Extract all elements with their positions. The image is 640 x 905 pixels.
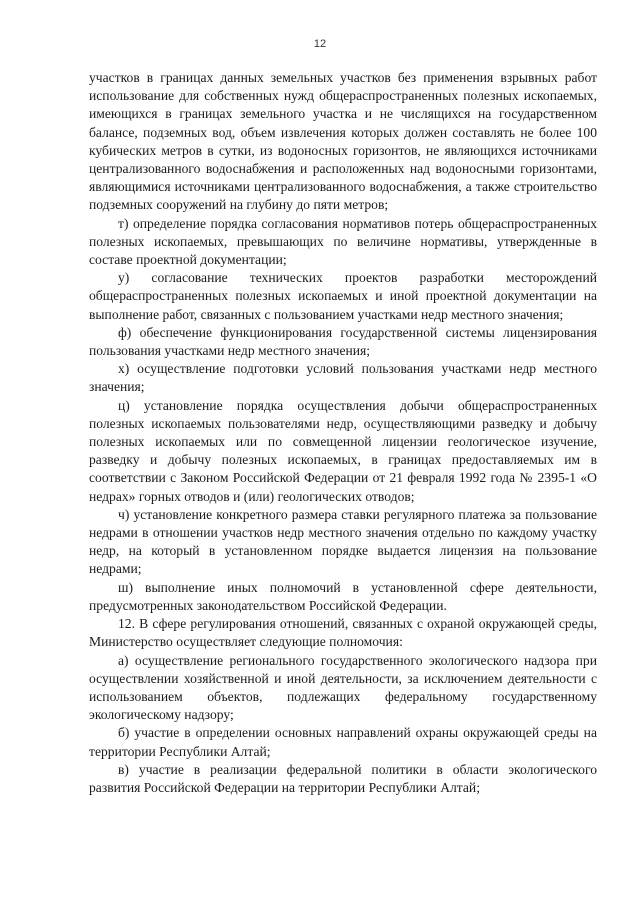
paragraph-item-kh: х) осуществление подготовки условий пользования участками недр местного значения; bbox=[89, 361, 597, 395]
paragraph-item-v: в) участие в реализации федеральной политики в области экологического развития Российской Федерации на территории Республики Алтай; bbox=[89, 761, 597, 795]
paragraph-item-u: у) согласование технических проектов разработки месторождений общераспространенных полезных ископаемых и иной проектной документации на выполнение работ, связанных с пользованием участками недр местного значения; bbox=[89, 270, 597, 322]
paragraph-continuation: участков в границах данных земельных участков без применения взрывных работ использование для собственных нужд общераспространенных полезных ископаемых, имеющихся в границах земельного участка и не числящихся на государственном балансе, подземных вод, объем извлечения которых должен составлять не более 100 кубических метров в сутки, из водоносных горизонтов, не являющихся источниками централизованного водоснабжения и расположенных над водоносными горизонтами, являющимися источниками централизованного водоснабжения, а также строительство подземных сооружений на глубину до пяти метров; bbox=[89, 70, 597, 213]
paragraph-item-sh: ш) выполнение иных полномочий в установленной сфере деятельности, предусмотренных законодательством Российской Федерации. bbox=[89, 579, 597, 613]
paragraph-item-f: ф) обеспечение функционирования государственной системы лицензирования пользования участками недр местного значения; bbox=[89, 324, 597, 359]
paragraph-item-ch: ч) установление конкретного размера ставки регулярного платежа за пользование недрами в отношении участков недр местного значения отдельно по каждому участку недр, на который в установленном порядке выдается лицензия на пользование недрами; bbox=[89, 506, 597, 577]
document-body bbox=[89, 69, 597, 797]
page-number: 12 bbox=[313, 38, 327, 50]
paragraph-item-b: б) участие в определении основных направлений охраны окружающей среды на территории Республики Алтай; bbox=[89, 725, 597, 759]
paragraph-item-t: т) определение порядка согласования нормативов потерь общераспространенных полезных ископаемых, превышающих по величине нормативы, утвержденные в составе проектной документации; bbox=[89, 215, 597, 268]
paragraph-item-a: а) осуществление регионального государственного экологического надзора при осуществлении хозяйственной и иной деятельности, за исключением деятельности с использованием объектов, подлежащих федеральному государственному экологическому надзору; bbox=[89, 652, 597, 723]
paragraph-section-12: 12. В сфере регулирования отношений, связанных с охраной окружающей среды, Министерство осуществляет следующие полномочия: bbox=[89, 616, 597, 650]
paragraph-item-ts: ц) установление порядка осуществления добычи общераспространенных полезных ископаемых пользователями недр, осуществляющими разведку и добычу полезных ископаемых или по совмещенной лицензии геологическое изучение, разведку и добычу полезных ископаемых, в границах предоставляемых им в соответствии с Законом Российской Федерации от 21 февраля 1992 года № 2395-1 «О недрах» горных отводов и (или) геологических отводов; bbox=[89, 397, 597, 504]
